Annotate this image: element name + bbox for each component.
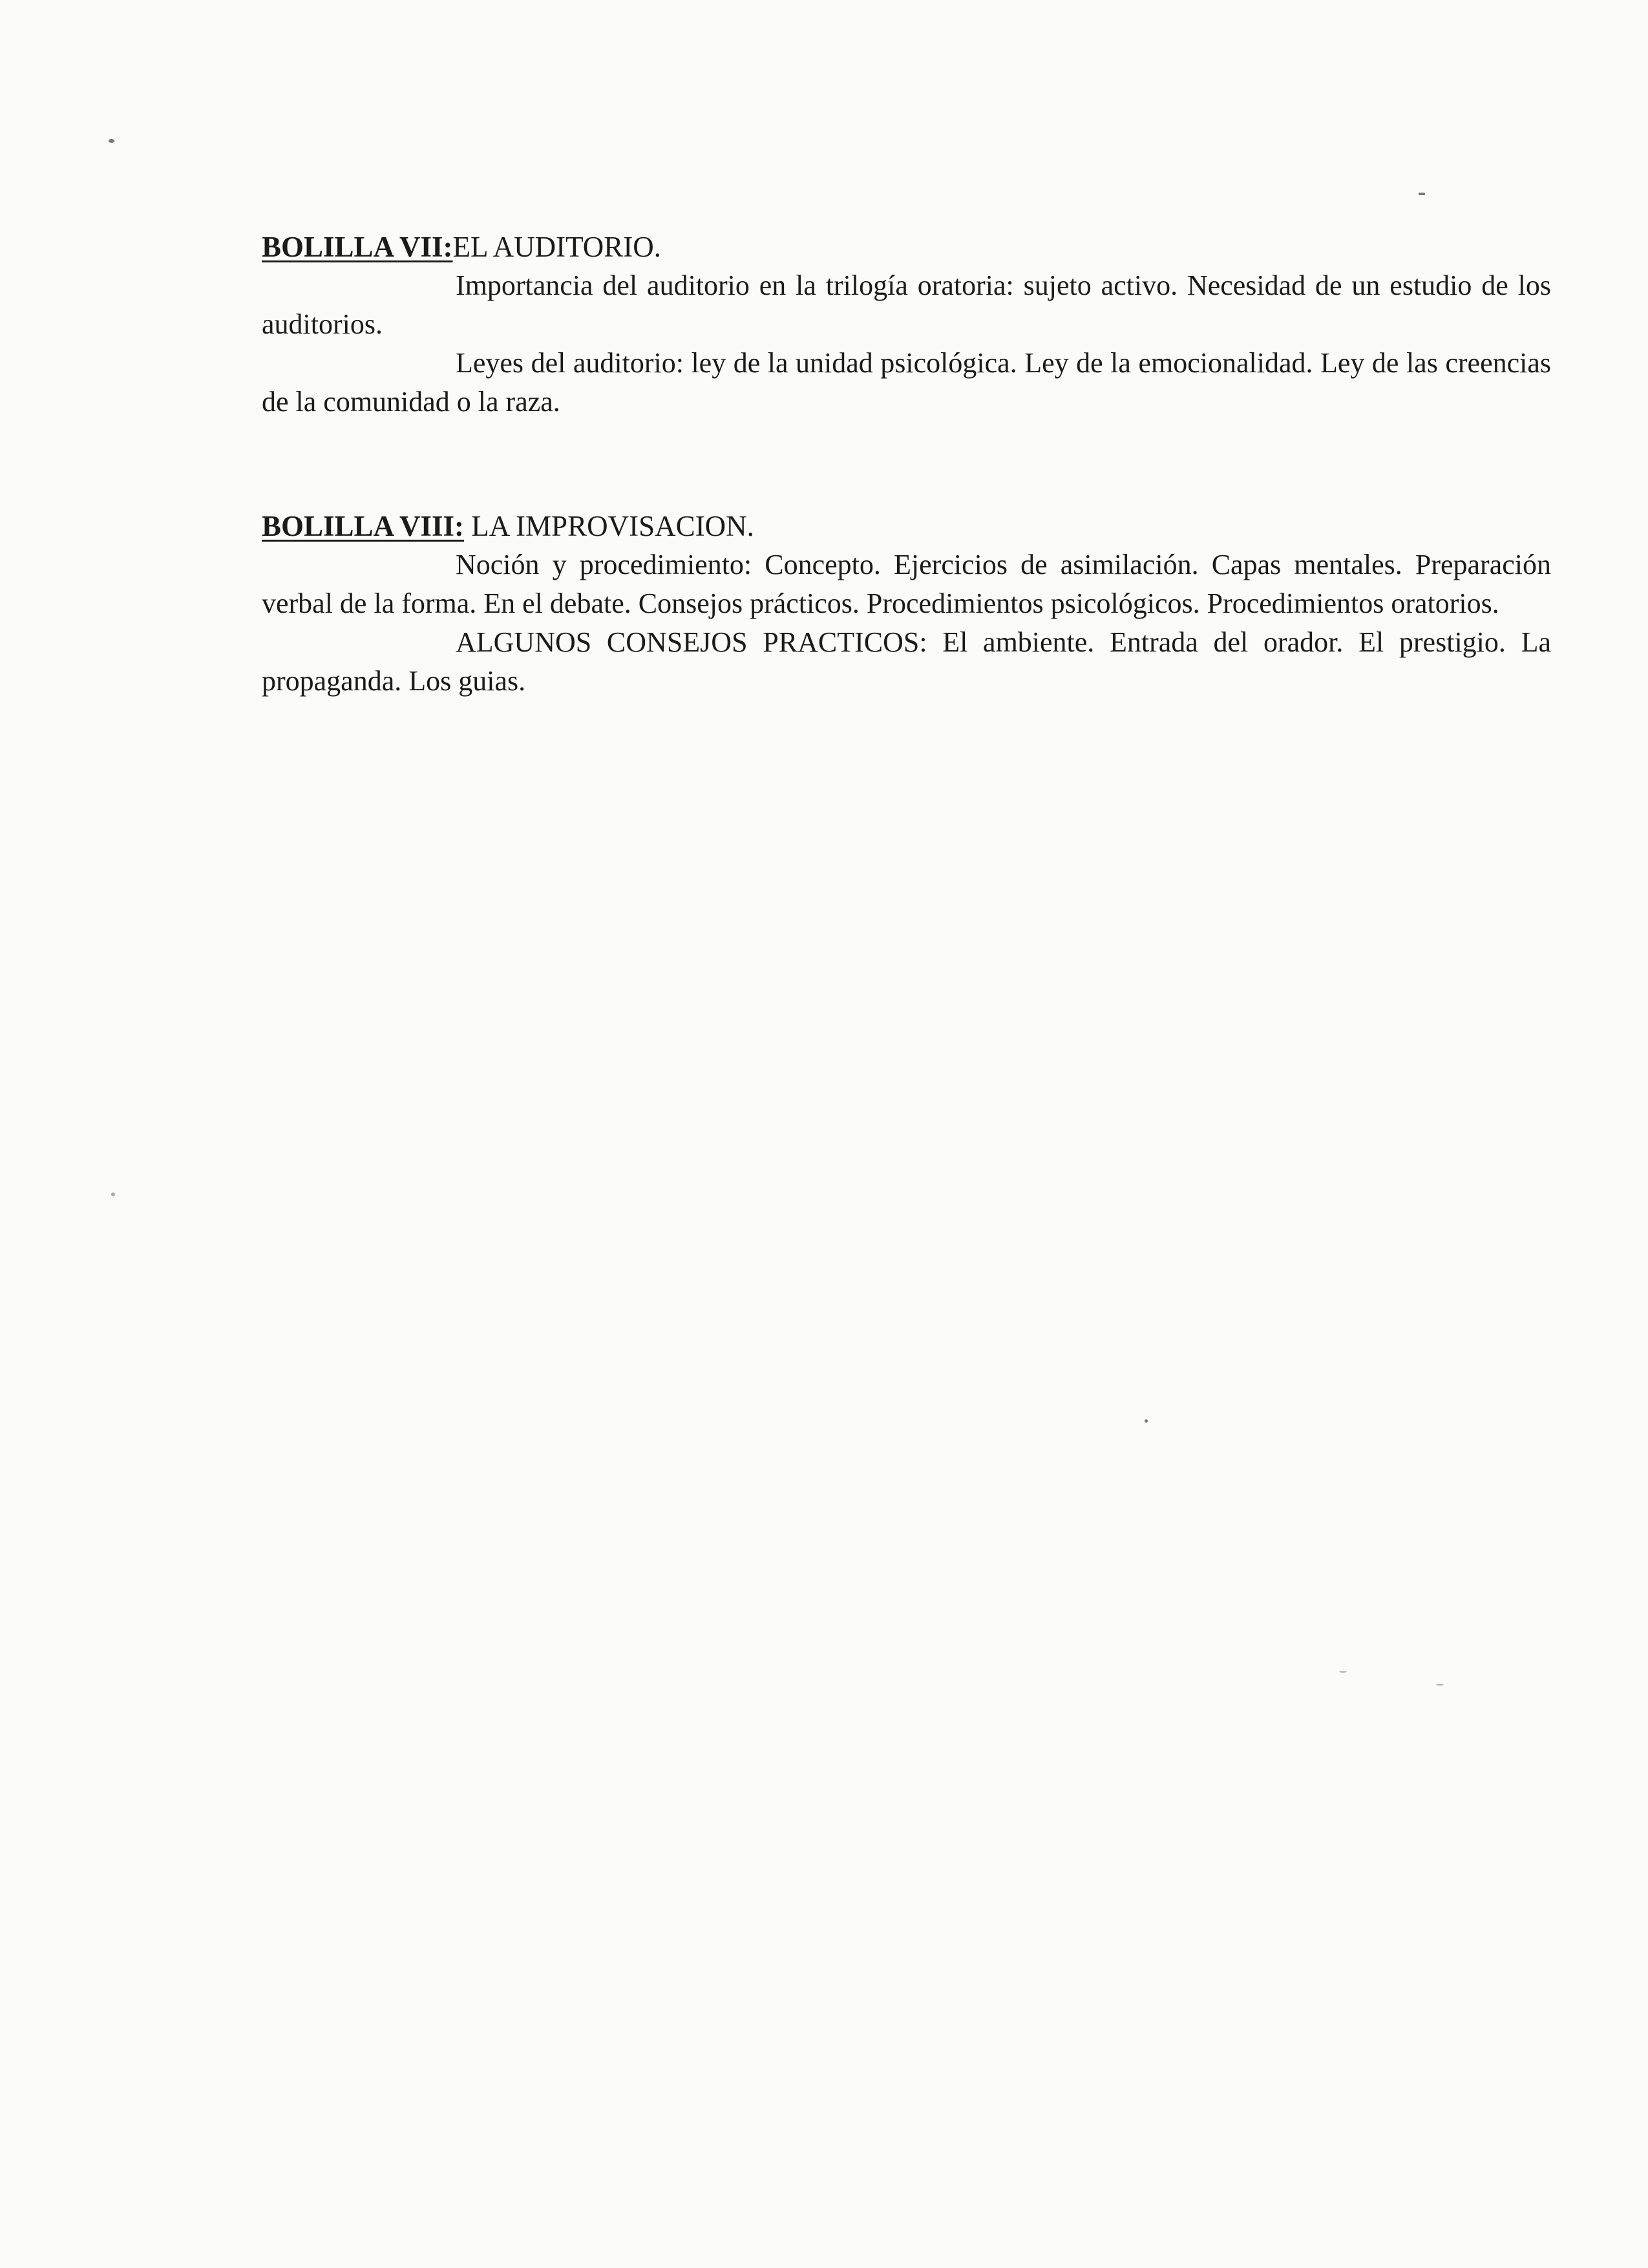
document-body <box>262 228 1551 701</box>
scan-speck <box>1145 1419 1148 1423</box>
scan-speck <box>1436 1684 1444 1686</box>
section-heading <box>262 507 1551 546</box>
scan-speck <box>1419 193 1425 195</box>
scan-speck <box>1339 1671 1347 1673</box>
scan-speck <box>111 1192 115 1196</box>
paragraph: Leyes del auditorio: ley de la unidad psicológica. Ley de la emocionalidad. Ley de las creencias de la comunidad o la raza. <box>262 347 1551 418</box>
section-bolilla-viii <box>262 507 1551 701</box>
section-label: BOLILLA VIII: <box>262 510 465 542</box>
paragraph: ALGUNOS CONSEJOS PRACTICOS: El ambiente. Entrada del orador. El prestigio. La propaganda. Los guias. <box>262 626 1551 697</box>
section-heading <box>262 228 1551 266</box>
paragraph: Importancia del auditorio en la trilogía oratoria: sujeto activo. Necesidad de un estudio de los auditorios. <box>262 270 1551 340</box>
section-title: LA IMPROVISACION. <box>464 510 754 542</box>
section-title: EL AUDITORIO. <box>452 231 662 263</box>
section-bolilla-vii <box>262 228 1551 421</box>
scan-speck <box>109 139 114 143</box>
paragraph: Noción y procedimiento: Concepto. Ejercicios de asimilación. Capas mentales. Preparación verbal de la forma. En el debate. Consejos prácticos. Procedimientos psicológicos. Procedimientos oratorios. <box>262 549 1551 619</box>
section-label: BOLILLA VII: <box>262 231 453 263</box>
